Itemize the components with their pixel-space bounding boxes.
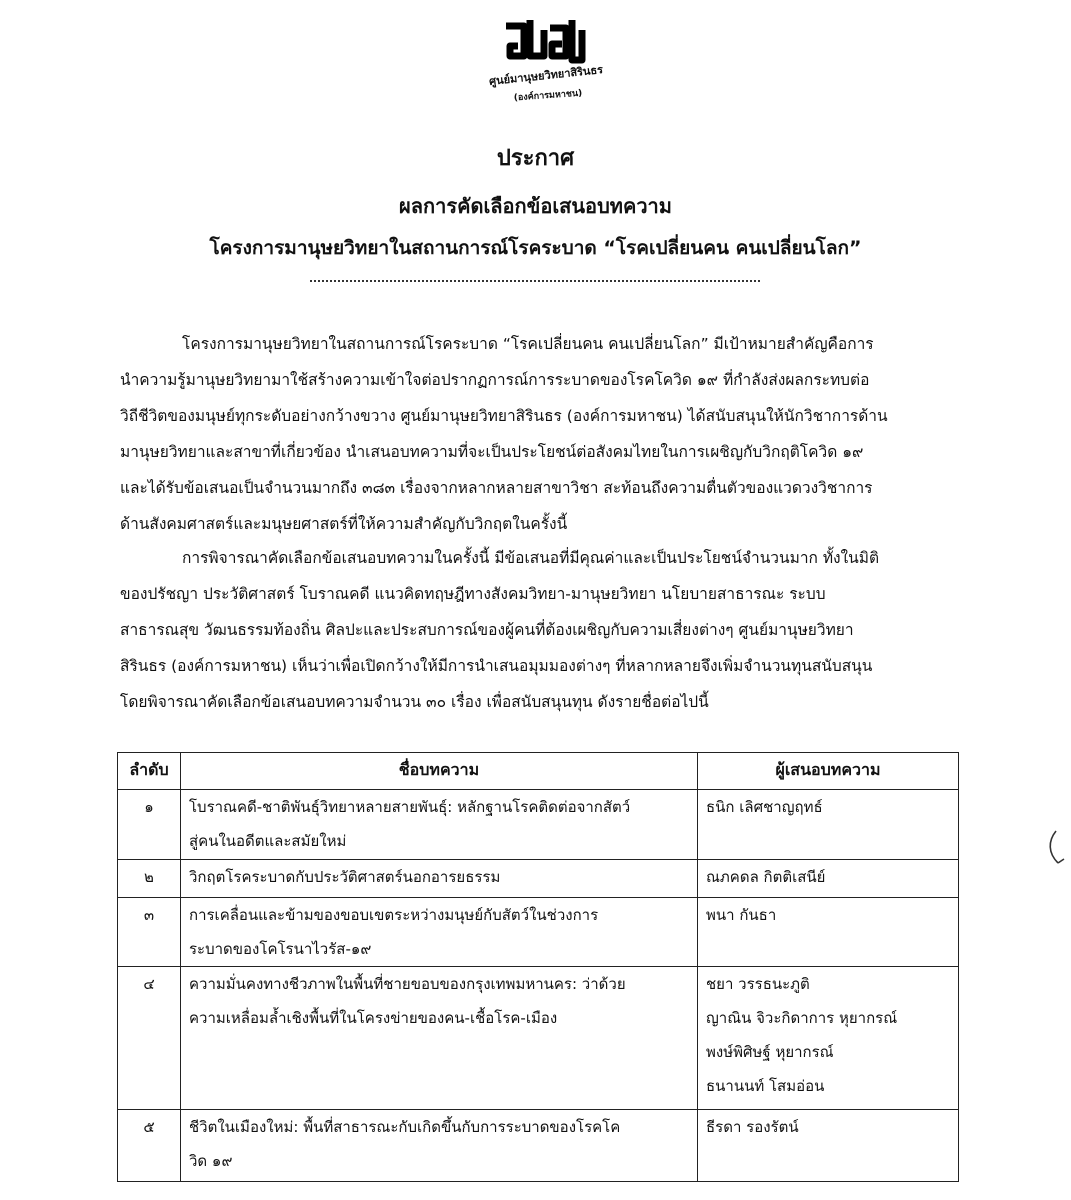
organization-logo xyxy=(468,8,618,108)
logo-org-type: (องค์การมหาชน) xyxy=(513,88,583,104)
paper-authors xyxy=(698,860,959,898)
paper-title-line: การเคลื่อนและข้ามของขอบเขตระหว่างมนุษย์กับสัตว์ในช่วงการ xyxy=(189,906,599,924)
paragraph-line: และได้รับข้อเสนอเป็นจำนวนมากถึง ๓๘๓ เรื่องจากหลากหลายสาขาวิชา สะท้อนถึงความตื่นตัวของแวดวงวิชาการ xyxy=(120,479,873,497)
paragraph-line: สิรินธร (องค์การมหาชน) เห็นว่าเพื่อเปิดกว้างให้มีการนำเสนอมุมมองต่างๆ ที่หลากหลายจึงเพิ่มจำนวนทุนสนับสนุน xyxy=(120,657,873,675)
dotted-divider xyxy=(310,280,760,282)
author-name: ชยา วรรธนะภูติ xyxy=(706,975,810,993)
pen-mark-icon xyxy=(1040,825,1070,870)
author-name: พงษ์พิศิษฐ์ หุยากรณ์ xyxy=(706,1043,834,1061)
table-row xyxy=(118,967,959,1110)
paper-authors xyxy=(698,967,959,1110)
announcement-subtitle: ผลการคัดเลือกข้อเสนอบทความ xyxy=(399,194,672,218)
paragraph-line: การพิจารณาคัดเลือกข้อเสนอบทความในครั้งนี้ มีข้อเสนอที่มีคุณค่าและเป็นประโยชน์จำนวนมาก ทั้งในมิติ xyxy=(182,549,880,567)
paper-authors xyxy=(698,1110,959,1182)
paragraph-2 xyxy=(120,540,970,720)
project-name: โครงการมานุษยวิทยาในสถานการณ์โรคระบาด “โรคเปลี่ยนคน คนเปลี่ยนโลก” xyxy=(209,237,862,259)
paper-title-line: สู่คนในอดีตและสมัยใหม่ xyxy=(189,832,347,850)
announcement-title: ประกาศ xyxy=(496,146,575,171)
table-row xyxy=(118,1110,959,1182)
paper-title xyxy=(181,790,698,860)
row-number: ๓ xyxy=(118,898,181,967)
author-name: ญาณิน จิวะกิดาการ หุยากรณ์ xyxy=(706,1009,898,1027)
paper-title-line: ความเหลื่อมล้ำเชิงพื้นที่ในโครงข่ายของคน-เชื้อโรค-เมือง xyxy=(189,1009,558,1027)
paragraph-line: ด้านสังคมศาสตร์และมนุษยศาสตร์ที่ให้ความสำคัญกับวิกฤตในครั้งนี้ xyxy=(120,515,568,533)
paragraph-1 xyxy=(120,326,970,542)
paragraph-line: มานุษยวิทยาและสาขาที่เกี่ยวข้อง นำเสนอบทความที่จะเป็นประโยชน์ต่อสังคมไทยในการเผชิญกับวิกฤติโควิด ๑๙ xyxy=(120,443,864,461)
paper-title-line: ชีวิตในเมืองใหม่: พื้นที่สาธารณะกับเกิดขึ้นกับการระบาดของโรคโค xyxy=(189,1118,621,1136)
author-name: ธนานนท์ โสมอ่อน xyxy=(706,1077,825,1095)
logo-mark-icon xyxy=(498,16,588,68)
paper-title-line: ความมั่นคงทางชีวภาพในพื้นที่ชายขอบของกรุงเทพมหานคร: ว่าด้วย xyxy=(189,975,626,993)
logo-org-name: ศูนย์มานุษยวิทยาสิรินธร xyxy=(488,63,604,88)
header-authors: ผู้เสนอบทความ xyxy=(698,753,959,790)
author-name: พนา กันธา xyxy=(706,906,777,924)
paragraph-line: ของปรัชญา ประวัติศาสตร์ โบราณคดี แนวคิดทฤษฎีทางสังคมวิทยา-มานุษยวิทยา นโยบายสาธารณะ ระบบ xyxy=(120,585,826,603)
table-row xyxy=(118,790,959,860)
header-title: ชื่อบทความ xyxy=(181,753,698,790)
paragraph-line: นำความรู้มานุษยวิทยามาใช้สร้างความเข้าใจต่อปรากฏการณ์การระบาดของโรคโควิด ๑๙ ที่กำลังส่งผลกระทบต่อ xyxy=(120,371,870,389)
paper-title-line: ระบาดของโคโรนาไวรัส-๑๙ xyxy=(189,940,372,958)
table-row xyxy=(118,898,959,967)
table-row xyxy=(118,860,959,898)
selected-papers-table xyxy=(117,752,959,1182)
paragraph-line: โดยพิจารณาคัดเลือกข้อเสนอบทความจำนวน ๓๐ เรื่อง เพื่อสนับสนุนทุน ดังรายชื่อต่อไปนี้ xyxy=(120,693,709,711)
paper-authors xyxy=(698,790,959,860)
row-number: ๑ xyxy=(118,790,181,860)
row-number: ๔ xyxy=(118,967,181,1110)
author-name: ณภคดล กิตติเสนีย์ xyxy=(706,868,826,886)
paragraph-line: วิถีชีวิตของมนุษย์ทุกระดับอย่างกว้างขวาง ศูนย์มานุษยวิทยาสิรินธร (องค์การมหาชน) ได้สนับสนุนให้นักวิชาการด้าน xyxy=(120,407,888,425)
paper-title xyxy=(181,860,698,898)
row-number: ๕ xyxy=(118,1110,181,1182)
paragraph-line: สาธารณสุข วัฒนธรรมท้องถิ่น ศิลปะและประสบการณ์ของผู้คนที่ต้องเผชิญกับความเสี่ยงต่างๆ ศูนย์มานุษยวิทยา xyxy=(120,621,854,639)
paper-title-line: โบราณคดี-ชาติพันธุ์วิทยาหลายสายพันธุ์: หลักฐานโรคติดต่อจากสัตว์ xyxy=(189,798,631,816)
paper-title xyxy=(181,967,698,1110)
paper-title xyxy=(181,898,698,967)
paragraph-line: โครงการมานุษยวิทยาในสถานการณ์โรคระบาด “โรคเปลี่ยนคน คนเปลี่ยนโลก” มีเป้าหมายสำคัญคือการ xyxy=(182,335,874,353)
row-number: ๒ xyxy=(118,860,181,898)
header-order: ลำดับ xyxy=(118,753,181,790)
table-header-row xyxy=(118,753,959,790)
author-name: ธนิก เลิศชาญฤทธ์ xyxy=(706,798,823,816)
author-name: ธีรดา รองรัตน์ xyxy=(706,1118,799,1136)
paper-title-line: วิกฤตโรคระบาดกับประวัติศาสตร์นอกอารยธรรม xyxy=(189,868,501,886)
paper-title-line: วิด ๑๙ xyxy=(189,1152,233,1170)
paper-authors xyxy=(698,898,959,967)
paper-title xyxy=(181,1110,698,1182)
